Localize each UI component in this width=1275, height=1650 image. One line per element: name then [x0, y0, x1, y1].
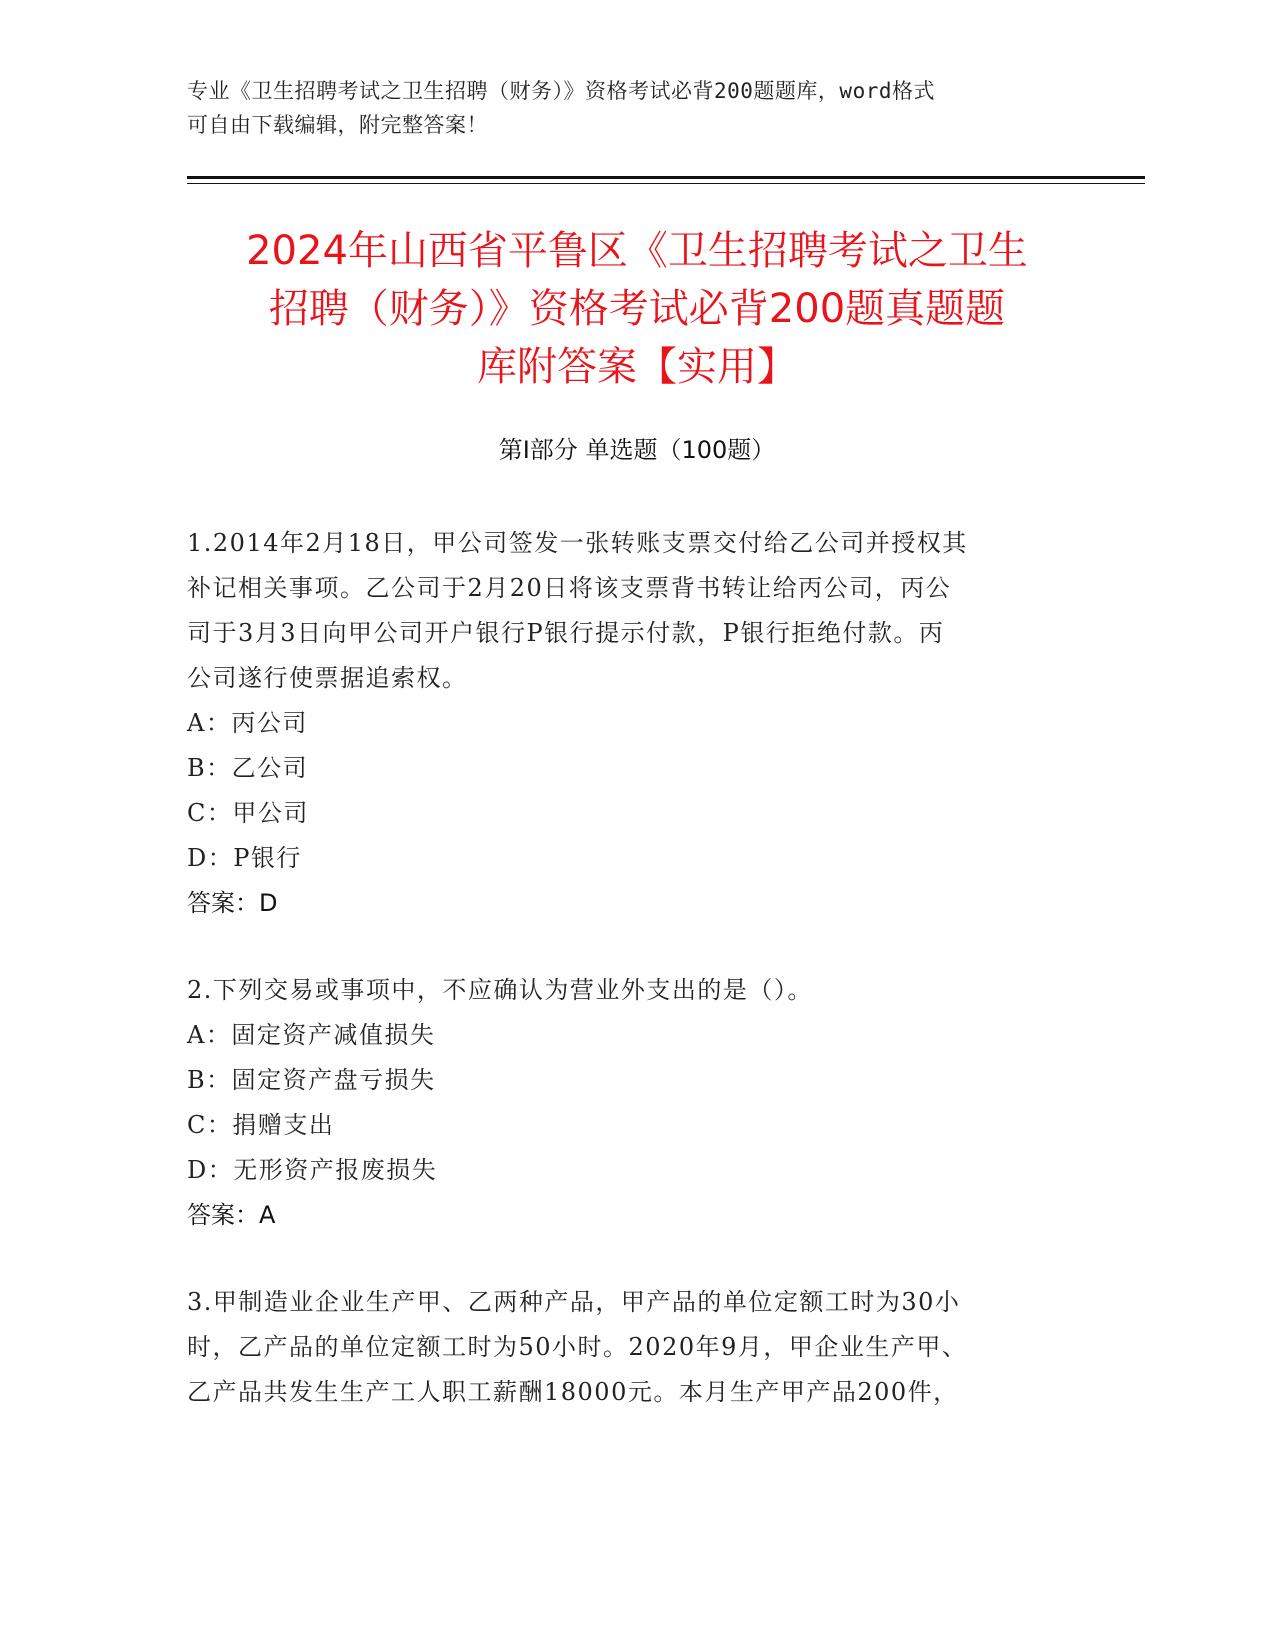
document-title-line-1: 2024年山西省平鲁区《卫生招聘考试之卫生 [246, 228, 1028, 274]
question-2-option-c: C：捐赠支出 [187, 1111, 335, 1139]
question-2-answer: 答案：A [187, 1201, 276, 1229]
question-1-stem-line-2: 补记相关事项。乙公司于2月20日将该支票背书转让给丙公司，丙公 [187, 574, 952, 602]
question-2-option-d: D：无形资产报废损失 [187, 1156, 438, 1184]
question-1 [187, 521, 1087, 926]
question-1-answer: 答案：D [187, 889, 278, 917]
question-1-stem-line-4: 公司遂行使票据追索权。 [187, 664, 468, 692]
question-2-stem-line-1: 2.下列交易或事项中，不应确认为营业外支出的是（）。 [187, 976, 813, 1004]
question-1-option-b: B：乙公司 [187, 754, 309, 782]
question-3-stem-line-3: 乙产品共发生生产工人职工薪酬18000元。本月生产甲产品200件， [187, 1378, 959, 1406]
question-1-stem-line-3: 司于3月3日向甲公司开户银行P银行提示付款，P银行拒绝付款。丙 [187, 619, 945, 647]
document-title-line-2: 招聘（财务）》资格考试必背200题真题题 [268, 286, 1006, 332]
question-1-option-d: D：P银行 [187, 844, 302, 872]
question-3 [187, 1280, 1087, 1415]
question-3-stem-line-1: 3.甲制造业企业生产甲、乙两种产品，甲产品的单位定额工时为30小 [187, 1288, 961, 1316]
question-3-stem-line-2: 时，乙产品的单位定额工时为50小时。2020年9月，甲企业生产甲、 [187, 1333, 968, 1361]
question-list [187, 521, 1087, 1457]
question-2 [187, 968, 1087, 1238]
question-1-stem-line-1: 1.2014年2月18日，甲公司签发一张转账支票交付给乙公司并授权其 [187, 529, 968, 557]
question-2-option-a: A：固定资产减值损失 [187, 1021, 436, 1049]
section-heading: 第Ⅰ部分 单选题（100题） [498, 436, 776, 464]
header-note [187, 74, 1067, 142]
question-1-option-a: A：丙公司 [187, 709, 308, 737]
question-1-option-c: C：甲公司 [187, 799, 309, 827]
header-rule-thin [187, 183, 1145, 184]
header-note-line-2: 可自由下载编辑，附完整答案！ [187, 113, 488, 137]
question-2-option-b: B：固定资产盘亏损失 [187, 1066, 436, 1094]
document-title [187, 222, 1087, 396]
document-title-line-3: 库附答案【实用】 [477, 344, 797, 390]
header-note-line-1: 专业《卫生招聘考试之卫生招聘（财务）》资格考试必背200题题库，word格式 [187, 79, 935, 103]
header-rule-thick [187, 176, 1145, 179]
